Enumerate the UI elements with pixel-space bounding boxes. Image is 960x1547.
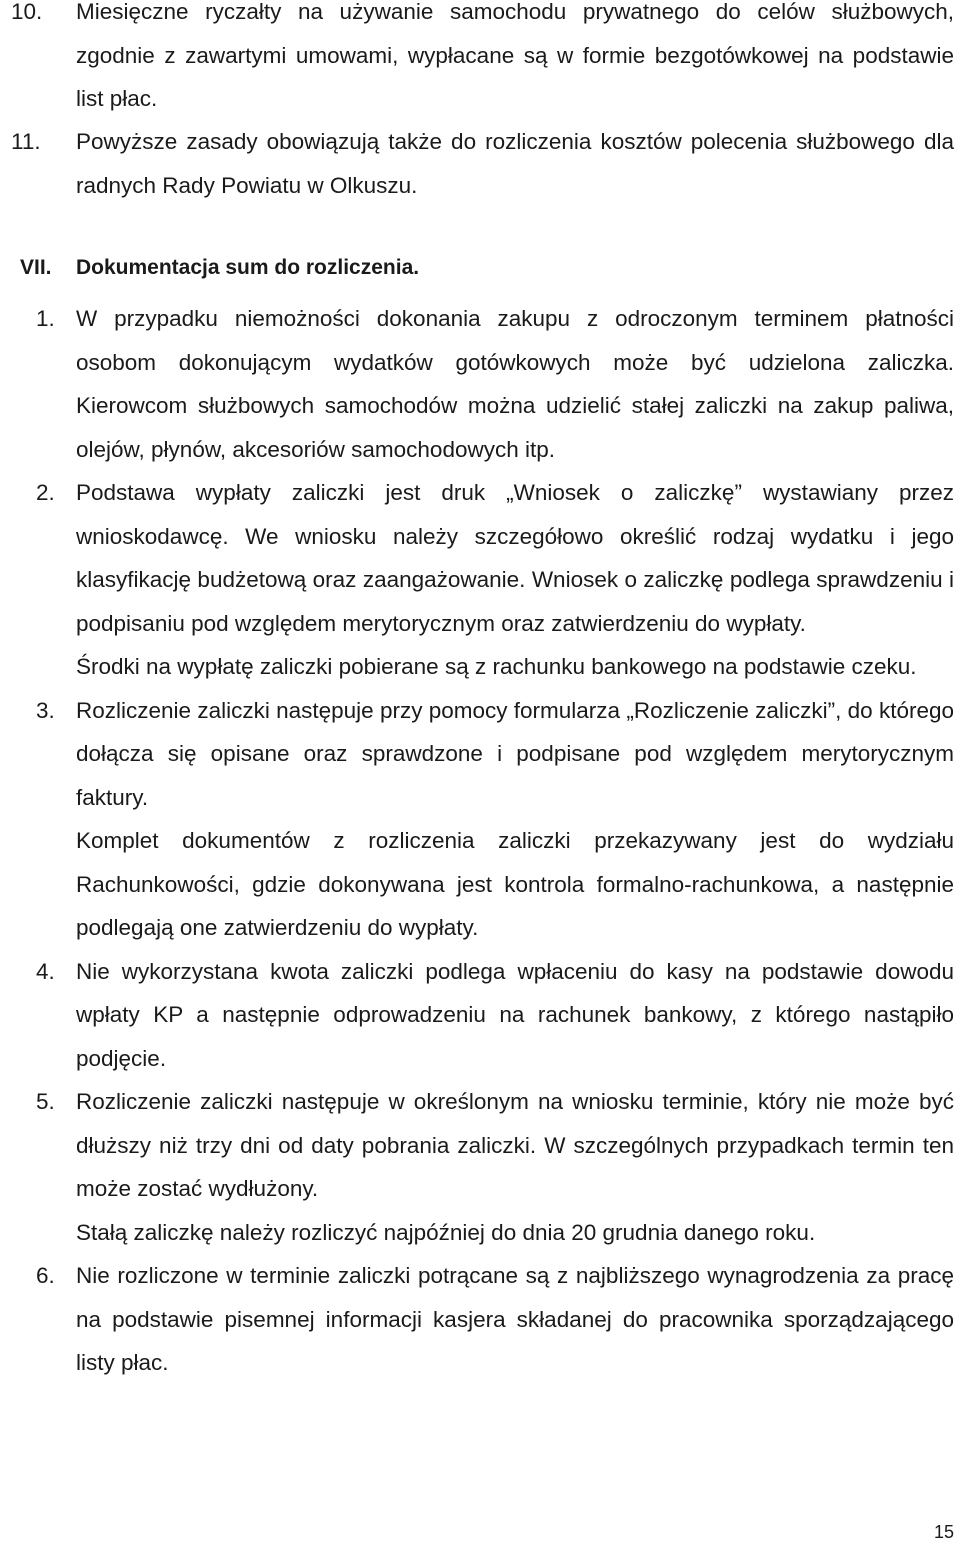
list-item-paragraph: Podstawa wypłaty zaliczki jest druk „Wniosek o zaliczkę” wystawiany przez wnioskodawcę. We wniosku należy szczegółowo określić rodzaj wydatku i jego klasyfikację budżetową oraz zaangażowanie. Wniosek o zaliczkę podlega sprawdzeniu i podpisaniu pod względem merytorycznym oraz zatwierdzeniu do wypłaty. xyxy=(76,480,954,636)
section-heading xyxy=(0,250,960,286)
list-item xyxy=(0,689,960,950)
section-title: Dokumentacja sum do rozliczenia. xyxy=(76,256,420,279)
list-item-number: 2. xyxy=(36,480,55,505)
list-item-paragraph: Nie wykorzystana kwota zaliczki podlega wpłaceniu do kasy na podstawie dowodu wpłaty KP a następnie odprowadzeniu na rachunek bankowy, z którego nastąpiło podjęcie. xyxy=(76,958,954,1071)
list-item xyxy=(0,1080,960,1254)
list-item-number: 3. xyxy=(36,697,55,723)
list-item-number: 4. xyxy=(36,958,55,984)
numbered-list xyxy=(0,297,960,1385)
list-item-paragraph: Rozliczenie zaliczki następuje w określonym na wniosku terminie, który nie może być dłuższy niż trzy dni od daty pobrania zaliczki. W szczególnych przypadkach termin ten może zostać wydłużony. xyxy=(76,1089,954,1201)
list-item xyxy=(0,297,960,471)
list-item-number: 1. xyxy=(36,306,55,331)
list-item-10 xyxy=(0,0,960,121)
list-item-number: 6. xyxy=(36,1263,55,1288)
list-item-paragraph: Rozliczenie zaliczki następuje przy pomocy formularza „Rozliczenie zaliczki”, do którego dołącza się opisane oraz sprawdzone i podpisane pod względem merytorycznym faktury. xyxy=(76,697,954,810)
list-item-paragraph: Środki na wypłatę zaliczki pobierane są z rachunku bankowego na podstawie czeku. xyxy=(76,654,917,679)
list-item xyxy=(0,950,960,1081)
list-item-paragraph: Nie rozliczone w terminie zaliczki potrącane są z najbliższego wynagrodzenia za pracę na podstawie pisemnej informacji kasjera składanej do pracownika sporządzającego listy płac. xyxy=(76,1263,954,1375)
list-item-paragraph: Stałą zaliczkę należy rozliczyć najpóźniej do dnia 20 grudnia danego roku. xyxy=(76,1219,816,1245)
list-item xyxy=(0,1254,960,1385)
list-item-number: 11. xyxy=(11,129,41,154)
list-item-number: 10. xyxy=(11,0,43,24)
list-item-11 xyxy=(0,120,960,207)
list-item-number: 5. xyxy=(36,1089,55,1114)
list-item-text: Miesięczne ryczałty na używanie samochodu prywatnego do celów służbowych, zgodnie z zawartymi umowami, wypłacane są w formie bezgotówkowej na podstawie list płac. xyxy=(76,0,954,111)
page-number: 15 xyxy=(933,1522,954,1542)
list-item-paragraph: Komplet dokumentów z rozliczenia zaliczki przekazywany jest do wydziału Rachunkowości, gdzie dokonywana jest kontrola formalno-rachunkowa, a następnie podlegają one zatwierdzeniu do wypłaty. xyxy=(76,828,954,940)
list-item-paragraph: W przypadku niemożności dokonania zakupu z odroczonym terminem płatności osobom dokonującym wydatków gotówkowych może być udzielona zaliczka. Kierowcom służbowych samochodów można udzielić stałej zaliczki na zakup paliwa, olejów, płynów, akcesoriów samochodowych itp. xyxy=(76,306,954,462)
list-item xyxy=(0,471,960,689)
section-number: VII. xyxy=(20,256,52,279)
list-item-text: Powyższe zasady obowiązują także do rozliczenia kosztów polecenia służbowego dla radnych Rady Powiatu w Olkuszu. xyxy=(76,129,954,198)
